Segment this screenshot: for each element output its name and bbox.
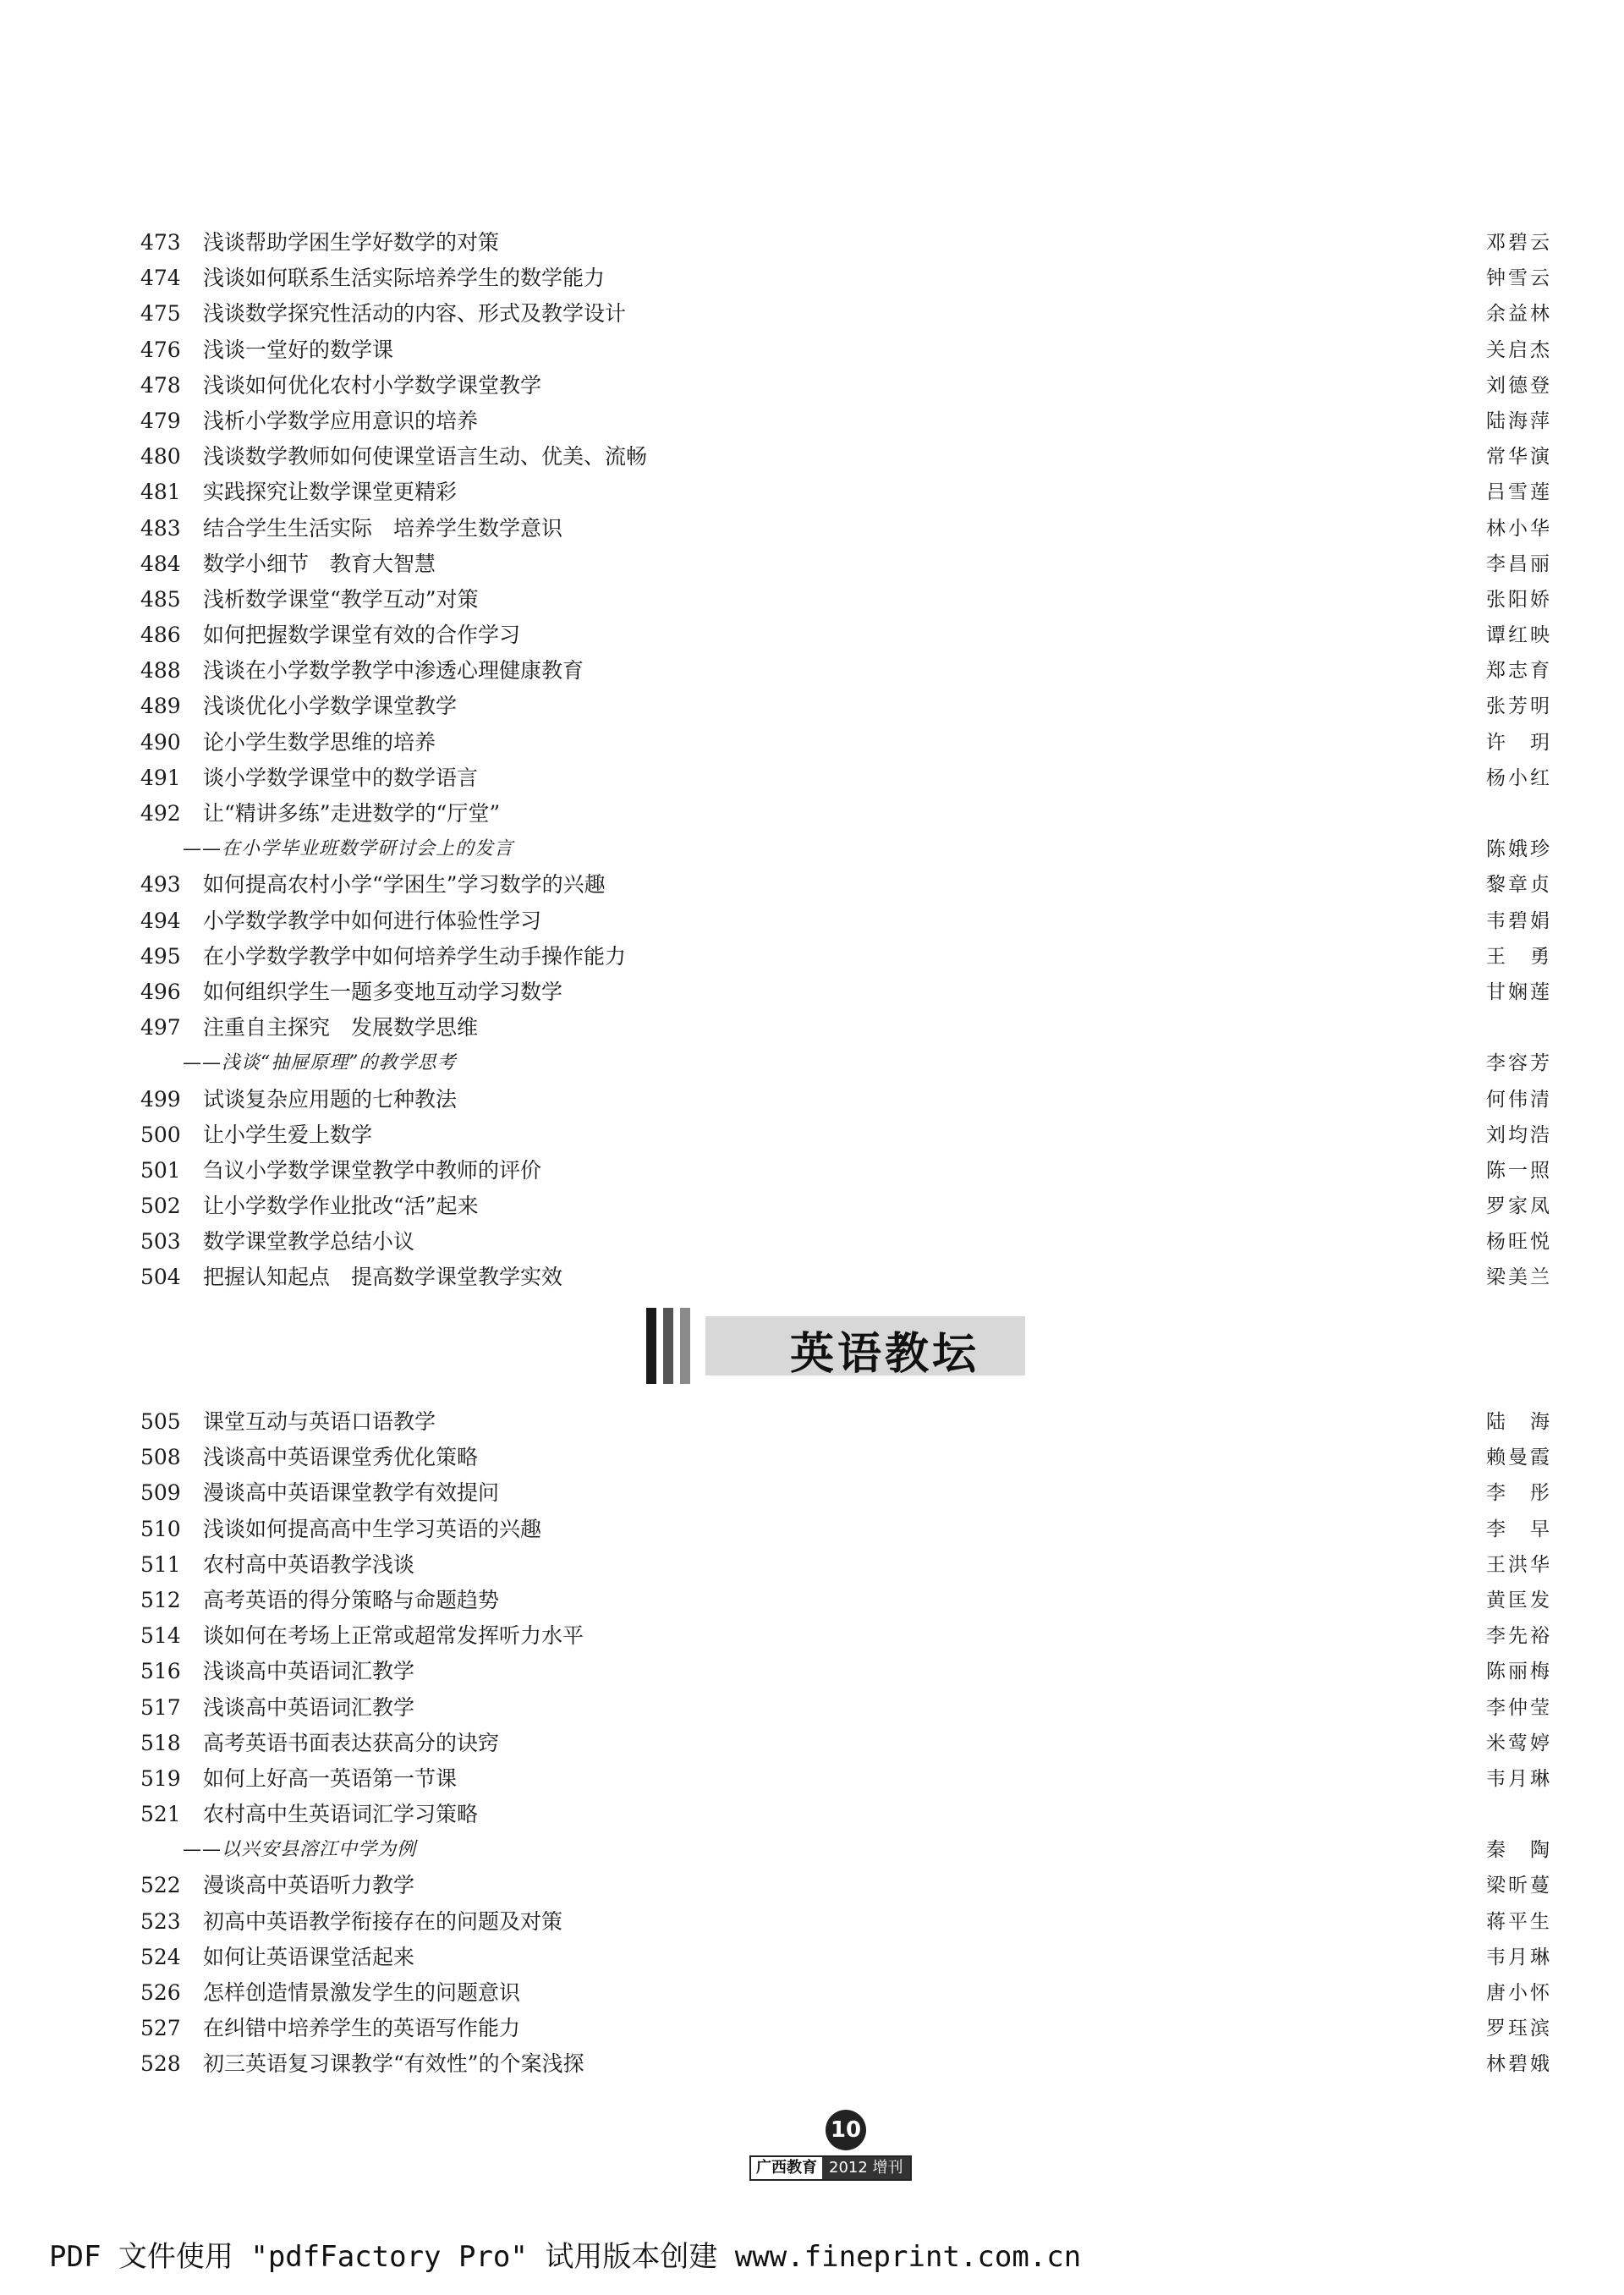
entry-page-number: 523 bbox=[140, 1908, 181, 1934]
entry-author: 赖曼霞 bbox=[1486, 1447, 1552, 1469]
entry-title: 谈如何在考场上正常或超常发挥听力水平 bbox=[203, 1623, 584, 1649]
entry-page-number: 522 bbox=[140, 1873, 181, 1898]
entry-title: 如何让英语课堂活起来 bbox=[203, 1944, 415, 1969]
toc-entry bbox=[127, 475, 1552, 510]
entry-page-number: 502 bbox=[140, 1194, 181, 1219]
entry-author: 余益林 bbox=[1486, 303, 1552, 326]
entry-author: 刘德登 bbox=[1486, 374, 1552, 397]
entry-author: 米莺婷 bbox=[1486, 1732, 1552, 1754]
entry-title: 浅析数学课堂“教学互动”对策 bbox=[203, 586, 479, 612]
entry-title: 让小学数学作业批改“活”起来 bbox=[203, 1194, 479, 1219]
entry-title: 让“精讲多练”走进数学的“厅堂” bbox=[203, 801, 501, 826]
entry-title: 浅谈数学教师如何使课堂语言生动、优美、流畅 bbox=[203, 444, 648, 469]
entry-author: 杨旺悦 bbox=[1486, 1231, 1552, 1254]
entry-page-number: 510 bbox=[140, 1516, 181, 1541]
toc-entry bbox=[127, 439, 1552, 475]
toc-entry bbox=[127, 903, 1552, 939]
entry-author: 秦 陶 bbox=[1486, 1839, 1552, 1862]
banner-stripe bbox=[680, 1308, 690, 1384]
entry-subtitle: ——浅谈“抽屉原理”的教学思考 bbox=[183, 1052, 457, 1074]
entry-page-number: 493 bbox=[140, 872, 181, 898]
entry-title: 小学数学教学中如何进行体验性学习 bbox=[203, 908, 542, 933]
entry-author: 李先裕 bbox=[1486, 1625, 1552, 1648]
toc-entry bbox=[127, 1475, 1552, 1511]
section-heading: 英语教坛 bbox=[790, 1329, 980, 1380]
entry-subtitle: ——以兴安县溶江中学为例 bbox=[183, 1839, 417, 1861]
entry-page-number: 490 bbox=[140, 729, 181, 755]
entry-author: 李仲莹 bbox=[1486, 1696, 1552, 1719]
entry-author: 韦月琳 bbox=[1486, 1767, 1552, 1790]
entry-author: 杨小红 bbox=[1486, 766, 1552, 789]
journal-issue: 2012 增刊 bbox=[822, 2157, 910, 2179]
toc-entry bbox=[127, 1512, 1552, 1547]
entry-author: 许 玥 bbox=[1486, 731, 1552, 754]
entry-title: 浅谈在小学数学教学中渗透心理健康教育 bbox=[203, 658, 584, 684]
toc-entry bbox=[127, 1690, 1552, 1726]
toc-entry bbox=[127, 546, 1552, 582]
toc-entry bbox=[127, 1440, 1552, 1475]
entry-page-number: 503 bbox=[140, 1229, 181, 1255]
toc-entry bbox=[127, 1975, 1552, 2011]
entry-title: 在小学数学教学中如何培养学生动手操作能力 bbox=[203, 943, 627, 969]
section-banner bbox=[646, 1308, 1025, 1384]
entry-page-number: 528 bbox=[140, 2051, 181, 2077]
entry-author: 梁美兰 bbox=[1486, 1266, 1552, 1289]
entry-title: 数学小细节 教育大智慧 bbox=[203, 551, 436, 576]
entry-title: 浅谈如何提高高中生学习英语的兴趣 bbox=[203, 1516, 542, 1541]
entry-page-number: 496 bbox=[140, 979, 181, 1004]
entry-page-number: 478 bbox=[140, 372, 181, 398]
entry-page-number: 481 bbox=[140, 480, 181, 505]
toc-entry bbox=[127, 1260, 1552, 1295]
entry-author: 陆海萍 bbox=[1486, 409, 1552, 432]
entry-page-number: 499 bbox=[140, 1086, 181, 1112]
entry-page-number: 480 bbox=[140, 444, 181, 469]
toc-entry bbox=[127, 1940, 1552, 1975]
entry-page-number: 500 bbox=[140, 1122, 181, 1147]
entry-author: 甘娴莲 bbox=[1486, 980, 1552, 1003]
toc-entry bbox=[127, 1797, 1552, 1832]
toc-entry bbox=[127, 582, 1552, 618]
entry-page-number: 509 bbox=[140, 1480, 181, 1506]
toc-entry bbox=[127, 939, 1552, 975]
toc-entry bbox=[127, 1046, 1552, 1081]
entry-title: 浅谈一堂好的数学课 bbox=[203, 337, 394, 362]
entry-title: 浅谈高中英语词汇教学 bbox=[203, 1659, 415, 1684]
entry-author: 罗珏滨 bbox=[1486, 2018, 1552, 2040]
entry-title: 课堂互动与英语口语教学 bbox=[203, 1409, 436, 1434]
entry-page-number: 489 bbox=[140, 694, 181, 719]
entry-page-number: 492 bbox=[140, 801, 181, 826]
entry-author: 邓碧云 bbox=[1486, 232, 1552, 254]
entry-author: 刘均浩 bbox=[1486, 1123, 1552, 1146]
entry-page-number: 485 bbox=[140, 586, 181, 612]
toc-entry bbox=[127, 368, 1552, 404]
entry-author: 陆 海 bbox=[1486, 1411, 1552, 1433]
entry-author: 梁昕蔓 bbox=[1486, 1875, 1552, 1897]
entry-page-number: 486 bbox=[140, 623, 181, 648]
entry-title: 如何上好高一英语第一节课 bbox=[203, 1765, 458, 1791]
toc-entry bbox=[127, 1224, 1552, 1260]
entry-page-number: 526 bbox=[140, 1980, 181, 2005]
entry-title: 刍议小学数学课堂教学中教师的评价 bbox=[203, 1157, 542, 1183]
entry-author: 李 彤 bbox=[1486, 1482, 1552, 1505]
entry-page-number: 475 bbox=[140, 301, 181, 327]
toc-entry bbox=[127, 689, 1552, 724]
toc-entry bbox=[127, 867, 1552, 903]
entry-title: 浅谈数学探究性活动的内容、形式及教学设计 bbox=[203, 301, 627, 327]
toc-entry bbox=[127, 653, 1552, 689]
entry-title: 注重自主探究 发展数学思维 bbox=[203, 1015, 479, 1040]
entry-title: 初高中英语教学衔接存在的问题及对策 bbox=[203, 1908, 563, 1934]
entry-page-number: 524 bbox=[140, 1944, 181, 1969]
entry-title: 浅谈如何联系生活实际培养学生的数学能力 bbox=[203, 266, 606, 291]
toc-entry bbox=[127, 332, 1552, 368]
entry-page-number: 484 bbox=[140, 551, 181, 576]
entry-page-number: 511 bbox=[140, 1551, 181, 1577]
entry-title: 浅析小学数学应用意识的培养 bbox=[203, 408, 479, 433]
entry-author: 陈丽梅 bbox=[1486, 1661, 1552, 1683]
toc-entry bbox=[127, 1726, 1552, 1761]
entry-author: 陈娥珍 bbox=[1486, 838, 1552, 861]
entry-author: 常华演 bbox=[1486, 446, 1552, 469]
entry-subtitle: ——在小学毕业班数学研讨会上的发言 bbox=[183, 838, 514, 860]
entry-author: 韦月琳 bbox=[1486, 1946, 1552, 1968]
entry-page-number: 512 bbox=[140, 1587, 181, 1612]
entry-author: 韦碧娟 bbox=[1486, 909, 1552, 932]
toc-entry bbox=[127, 1547, 1552, 1583]
entry-page-number: 488 bbox=[140, 658, 181, 684]
entry-title: 浅谈高中英语课堂秀优化策略 bbox=[203, 1445, 479, 1470]
toc-entry bbox=[127, 2011, 1552, 2046]
entry-author: 李容芳 bbox=[1486, 1052, 1552, 1075]
entry-author: 唐小怀 bbox=[1486, 1982, 1552, 2004]
entry-page-number: 516 bbox=[140, 1659, 181, 1684]
entry-author: 张阳娇 bbox=[1486, 588, 1552, 611]
entry-title: 试谈复杂应用题的七种教法 bbox=[203, 1086, 458, 1112]
entry-author: 黎章贞 bbox=[1486, 874, 1552, 897]
toc-entry bbox=[127, 618, 1552, 653]
journal-name: 广西教育 bbox=[751, 2157, 822, 2179]
toc-entry bbox=[127, 796, 1552, 832]
banner-stripe bbox=[646, 1308, 656, 1384]
entry-title: 谈小学数学课堂中的数学语言 bbox=[203, 765, 479, 790]
toc-entry bbox=[127, 1404, 1552, 1440]
entry-title: 在纠错中培养学生的英语写作能力 bbox=[203, 2016, 521, 2041]
entry-title: 漫谈高中英语课堂教学有效提问 bbox=[203, 1480, 500, 1506]
entry-author: 李 早 bbox=[1486, 1518, 1552, 1540]
entry-author: 黄匡发 bbox=[1486, 1589, 1552, 1611]
entry-title: 初三英语复习课教学“有效性”的个案浅探 bbox=[203, 2051, 584, 2077]
entry-author: 何伟清 bbox=[1486, 1088, 1552, 1111]
toc-entry bbox=[127, 511, 1552, 546]
entry-page-number: 473 bbox=[140, 230, 181, 255]
entry-author: 张芳明 bbox=[1486, 695, 1552, 718]
entry-page-number: 483 bbox=[140, 515, 181, 541]
page-number: 10 bbox=[826, 2110, 866, 2150]
toc-entry bbox=[127, 1153, 1552, 1189]
toc-entry bbox=[127, 1832, 1552, 1868]
entry-title: 结合学生生活实际 培养学生数学意识 bbox=[203, 515, 563, 541]
toc-entry bbox=[127, 1117, 1552, 1153]
entry-title: 浅谈帮助学困生学好数学的对策 bbox=[203, 230, 500, 255]
math-toc-list bbox=[127, 225, 1552, 1296]
banner-stripes bbox=[646, 1308, 697, 1384]
toc-entry bbox=[127, 760, 1552, 796]
toc-entry bbox=[127, 296, 1552, 332]
entry-page-number: 474 bbox=[140, 266, 181, 291]
entry-page-number: 521 bbox=[140, 1802, 181, 1827]
entry-author: 关启杰 bbox=[1486, 338, 1552, 361]
toc-entry bbox=[127, 1189, 1552, 1224]
entry-title: 数学课堂教学总结小议 bbox=[203, 1229, 415, 1255]
entry-title: 浅谈高中英语词汇教学 bbox=[203, 1694, 415, 1720]
entry-title: 论小学生数学思维的培养 bbox=[203, 729, 436, 755]
entry-title: 农村高中生英语词汇学习策略 bbox=[203, 1802, 479, 1827]
entry-title: 农村高中英语教学浅谈 bbox=[203, 1551, 415, 1577]
entry-title: 怎样创造情景激发学生的问题意识 bbox=[203, 1980, 521, 2005]
toc-entry bbox=[127, 1761, 1552, 1797]
toc-entry bbox=[127, 1583, 1552, 1618]
toc-entry bbox=[127, 1082, 1552, 1117]
entry-title: 高考英语书面表达获高分的诀窍 bbox=[203, 1730, 500, 1755]
entry-page-number: 519 bbox=[140, 1765, 181, 1791]
entry-page-number: 497 bbox=[140, 1015, 181, 1040]
entry-author: 李昌丽 bbox=[1486, 552, 1552, 575]
english-toc-list bbox=[127, 1404, 1552, 2083]
pdf-creator-note: PDF 文件使用 "pdfFactory Pro" 试用版本创建 www.fineprint.com.cn bbox=[49, 2240, 1082, 2274]
entry-page-number: 491 bbox=[140, 765, 181, 790]
entry-author: 吕雪莲 bbox=[1486, 481, 1552, 504]
entry-title: 如何提高农村小学“学困生”学习数学的兴趣 bbox=[203, 872, 606, 898]
entry-page-number: 518 bbox=[140, 1730, 181, 1755]
entry-author: 谭红映 bbox=[1486, 624, 1552, 647]
entry-author: 郑志育 bbox=[1486, 660, 1552, 683]
toc-entry bbox=[127, 1010, 1552, 1046]
toc-entry bbox=[127, 725, 1552, 760]
entry-title: 让小学生爱上数学 bbox=[203, 1122, 373, 1147]
entry-page-number: 527 bbox=[140, 2016, 181, 2041]
entry-page-number: 514 bbox=[140, 1623, 181, 1649]
entry-title: 把握认知起点 提高数学课堂教学实效 bbox=[203, 1265, 563, 1290]
entry-title: 高考英语的得分策略与命题趋势 bbox=[203, 1587, 500, 1612]
toc-entry bbox=[127, 975, 1552, 1010]
toc-entry bbox=[127, 1654, 1552, 1689]
entry-title: 漫谈高中英语听力教学 bbox=[203, 1873, 415, 1898]
entry-author: 王洪华 bbox=[1486, 1553, 1552, 1576]
journal-label bbox=[749, 2155, 912, 2181]
entry-author: 钟雪云 bbox=[1486, 267, 1552, 290]
entry-page-number: 517 bbox=[140, 1694, 181, 1720]
entry-title: 实践探究让数学课堂更精彩 bbox=[203, 480, 458, 505]
entry-page-number: 494 bbox=[140, 908, 181, 933]
banner-box bbox=[705, 1316, 1025, 1380]
entry-author: 罗家凤 bbox=[1486, 1195, 1552, 1218]
entry-page-number: 501 bbox=[140, 1157, 181, 1183]
toc-entry bbox=[127, 1868, 1552, 1903]
toc-entry bbox=[127, 1904, 1552, 1940]
entry-author: 陈一照 bbox=[1486, 1159, 1552, 1182]
entry-page-number: 476 bbox=[140, 337, 181, 362]
entry-title: 如何组织学生一题多变地互动学习数学 bbox=[203, 979, 563, 1004]
entry-author: 林小华 bbox=[1486, 517, 1552, 540]
toc-entry bbox=[127, 404, 1552, 439]
entry-page-number: 495 bbox=[140, 943, 181, 969]
toc-entry bbox=[127, 261, 1552, 296]
toc-entry bbox=[127, 225, 1552, 261]
entry-author: 王 勇 bbox=[1486, 945, 1552, 968]
toc-entry bbox=[127, 1618, 1552, 1654]
banner-stripe bbox=[663, 1308, 673, 1384]
entry-page-number: 508 bbox=[140, 1445, 181, 1470]
entry-author: 蒋平生 bbox=[1486, 1910, 1552, 1933]
entry-page-number: 479 bbox=[140, 408, 181, 433]
entry-author: 林碧娥 bbox=[1486, 2053, 1552, 2076]
entry-page-number: 505 bbox=[140, 1409, 181, 1434]
entry-title: 浅谈优化小学数学课堂教学 bbox=[203, 694, 458, 719]
entry-title: 如何把握数学课堂有效的合作学习 bbox=[203, 623, 521, 648]
entry-title: 浅谈如何优化农村小学数学课堂教学 bbox=[203, 372, 542, 398]
toc-entry bbox=[127, 832, 1552, 867]
entry-page-number: 504 bbox=[140, 1265, 181, 1290]
toc-entry bbox=[127, 2046, 1552, 2082]
